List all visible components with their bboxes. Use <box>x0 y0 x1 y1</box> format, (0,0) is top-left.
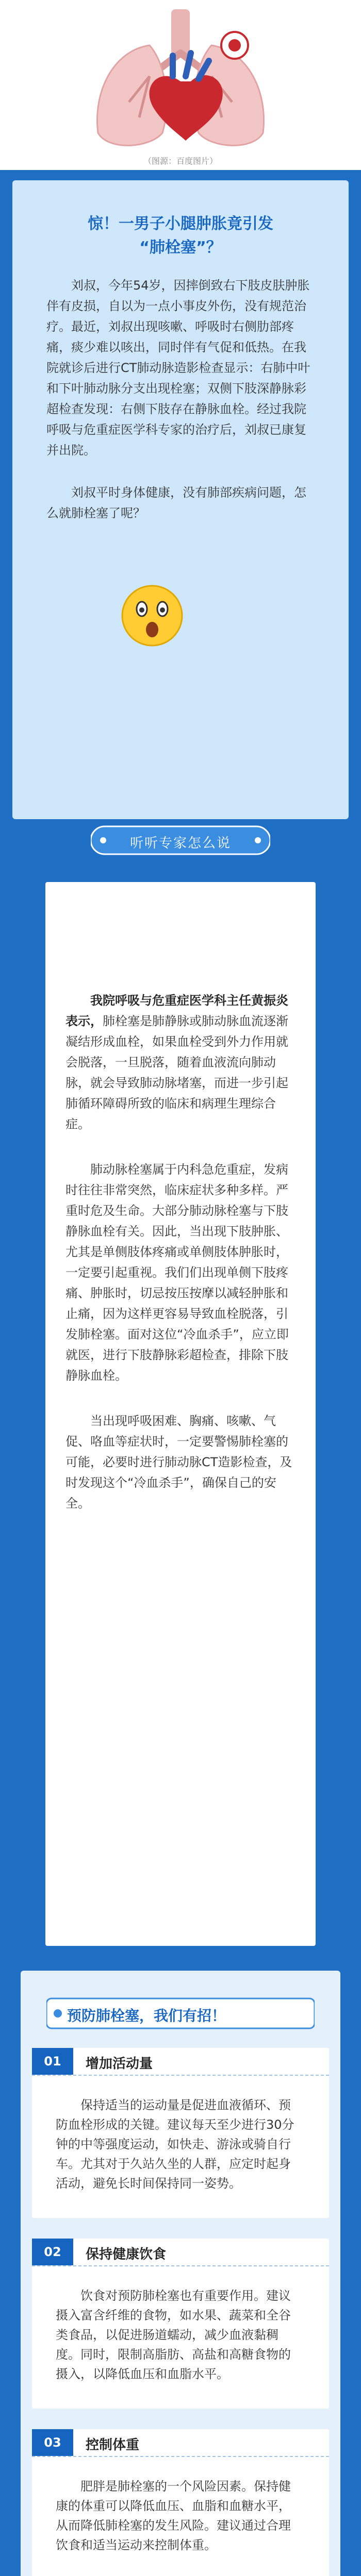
expert-card <box>45 882 316 1946</box>
tip-divider <box>32 2265 329 2266</box>
tip-body: 肥胖是肺栓塞的一个风险因素。保持健康的体重可以降低血压、血脂和血糖水平，从而降低肺栓塞的发生风险。建议通过合理饮食和适当运动来控制体重。 <box>56 2479 291 2552</box>
tip-number: 02 <box>32 2239 73 2265</box>
prevention-section <box>21 1971 340 2576</box>
tip-body: 饮食对预防肺栓塞也有重要作用。建议摄入富含纤维的食物，如水果、蔬菜和全谷类食品，以促进肠道蠕动，减少血液黏稠度。同时，限制高脂肪、高盐和高糖食物的摄入，以降低血压和血脂水平。 <box>56 2289 291 2381</box>
surprised-emoji-icon <box>119 582 186 649</box>
tip-divider <box>32 2456 329 2457</box>
expert-lead-bold: 我院呼吸与危重症医学科主任黄振炎表示， <box>65 993 288 1028</box>
article-title-line-1: 惊！一男子小腿肿胀竟引发 <box>88 215 273 233</box>
hero-illustration <box>0 0 361 170</box>
tip-title: 增加活动量 <box>86 2056 153 2072</box>
case-paragraph: 刘叔，今年54岁，因摔倒致右下肢皮肤肿胀伴有皮损，自以为一点小事皮外伤，没有规范治疗。最近，刘叔出现咳嗽、呼吸时右侧肋部疼痛，痰少难以咳出，同时伴有气促和低热。在我院就诊后进行CT肺动脉造影检查显示：右肺中叶和下叶肺动脉分支出现栓塞；双侧下肢深静脉彩超检查发现：右侧下肢存在静脉血栓。经过我院呼吸与危重症医学科专家的治疗后，刘叔已康复并出院。 <box>46 278 310 457</box>
tip-card <box>32 2239 329 2409</box>
tip-number: 03 <box>32 2429 73 2456</box>
expert-paragraph-2: 肺动脉栓塞属于内科急危重症，发病时往往非常突然，临床症状多种多样。严重时危及生命。大部分肺动脉栓塞与下肢静脉血栓有关。因此，当出现下肢肿胀、尤其是单侧肢体疼痛或单侧肢体肿胀时，一定要引起重视。我们们出现单侧下肢疼痛、肿胀时，切忌按压按摩以减轻肿胀和止痛，因为这样更容易导致血栓脱落，引发肺栓塞。面对这位“冷血杀手”，应立即就医，进行下肢静脉彩超检查，排除下肢静脉血栓。 <box>65 1162 289 1383</box>
expert-lead-rest: 肺栓塞是肺静脉或肺动脉血流逐渐凝结形成血栓，如果血栓受到外力作用就会脱落，一旦脱落，随着血液流向肺动脉，就会导致肺动脉堵塞，而进一步引起肺循环障碍所致的临床和病理生理综合症。 <box>65 1014 288 1131</box>
prevention-header <box>46 1995 315 2031</box>
intro-card <box>12 180 349 819</box>
expert-paragraph-3: 当出现呼吸困难、胸痛、咳嗽、气促、咯血等症状时，一定要警惕肺栓塞的可能，必要时进行肺动脉CT造影检查，及时发现这个“冷血杀手”，确保自己的安全。 <box>65 1414 292 1511</box>
tip-title: 保持健康饮食 <box>86 2247 167 2262</box>
tip-number: 01 <box>32 2048 73 2075</box>
tip-title: 控制体重 <box>86 2437 140 2453</box>
expert-lead-paragraph <box>65 990 296 1134</box>
tip-divider <box>32 2075 329 2076</box>
article-title-line-2: “肺栓塞”？ <box>139 239 222 257</box>
lung-heart-illustration-icon <box>62 4 299 159</box>
tip-body: 保持适当的运动量是促进血液循环、预防血栓形成的关键。建议每天至少进行30分钟的中等强度运动，如快走、游泳或骑自行车。尤其对于久站久坐的人群，应定时起身活动，避免长时间保持同一姿势。 <box>56 2098 294 2191</box>
tip-card <box>32 2429 329 2576</box>
section-banner <box>91 823 270 857</box>
article-title <box>12 212 349 260</box>
prevention-header-text: 预防肺栓塞，我们有招！ <box>67 2007 226 2024</box>
case-question: 刘叔平时身体健康，没有肺部疾病问题，怎么就肺栓塞了呢？ <box>46 485 306 520</box>
image-caption: （图源：百度图片） <box>143 156 218 166</box>
banner-label: 听听专家怎么说 <box>129 836 231 851</box>
tip-card <box>32 2048 329 2218</box>
